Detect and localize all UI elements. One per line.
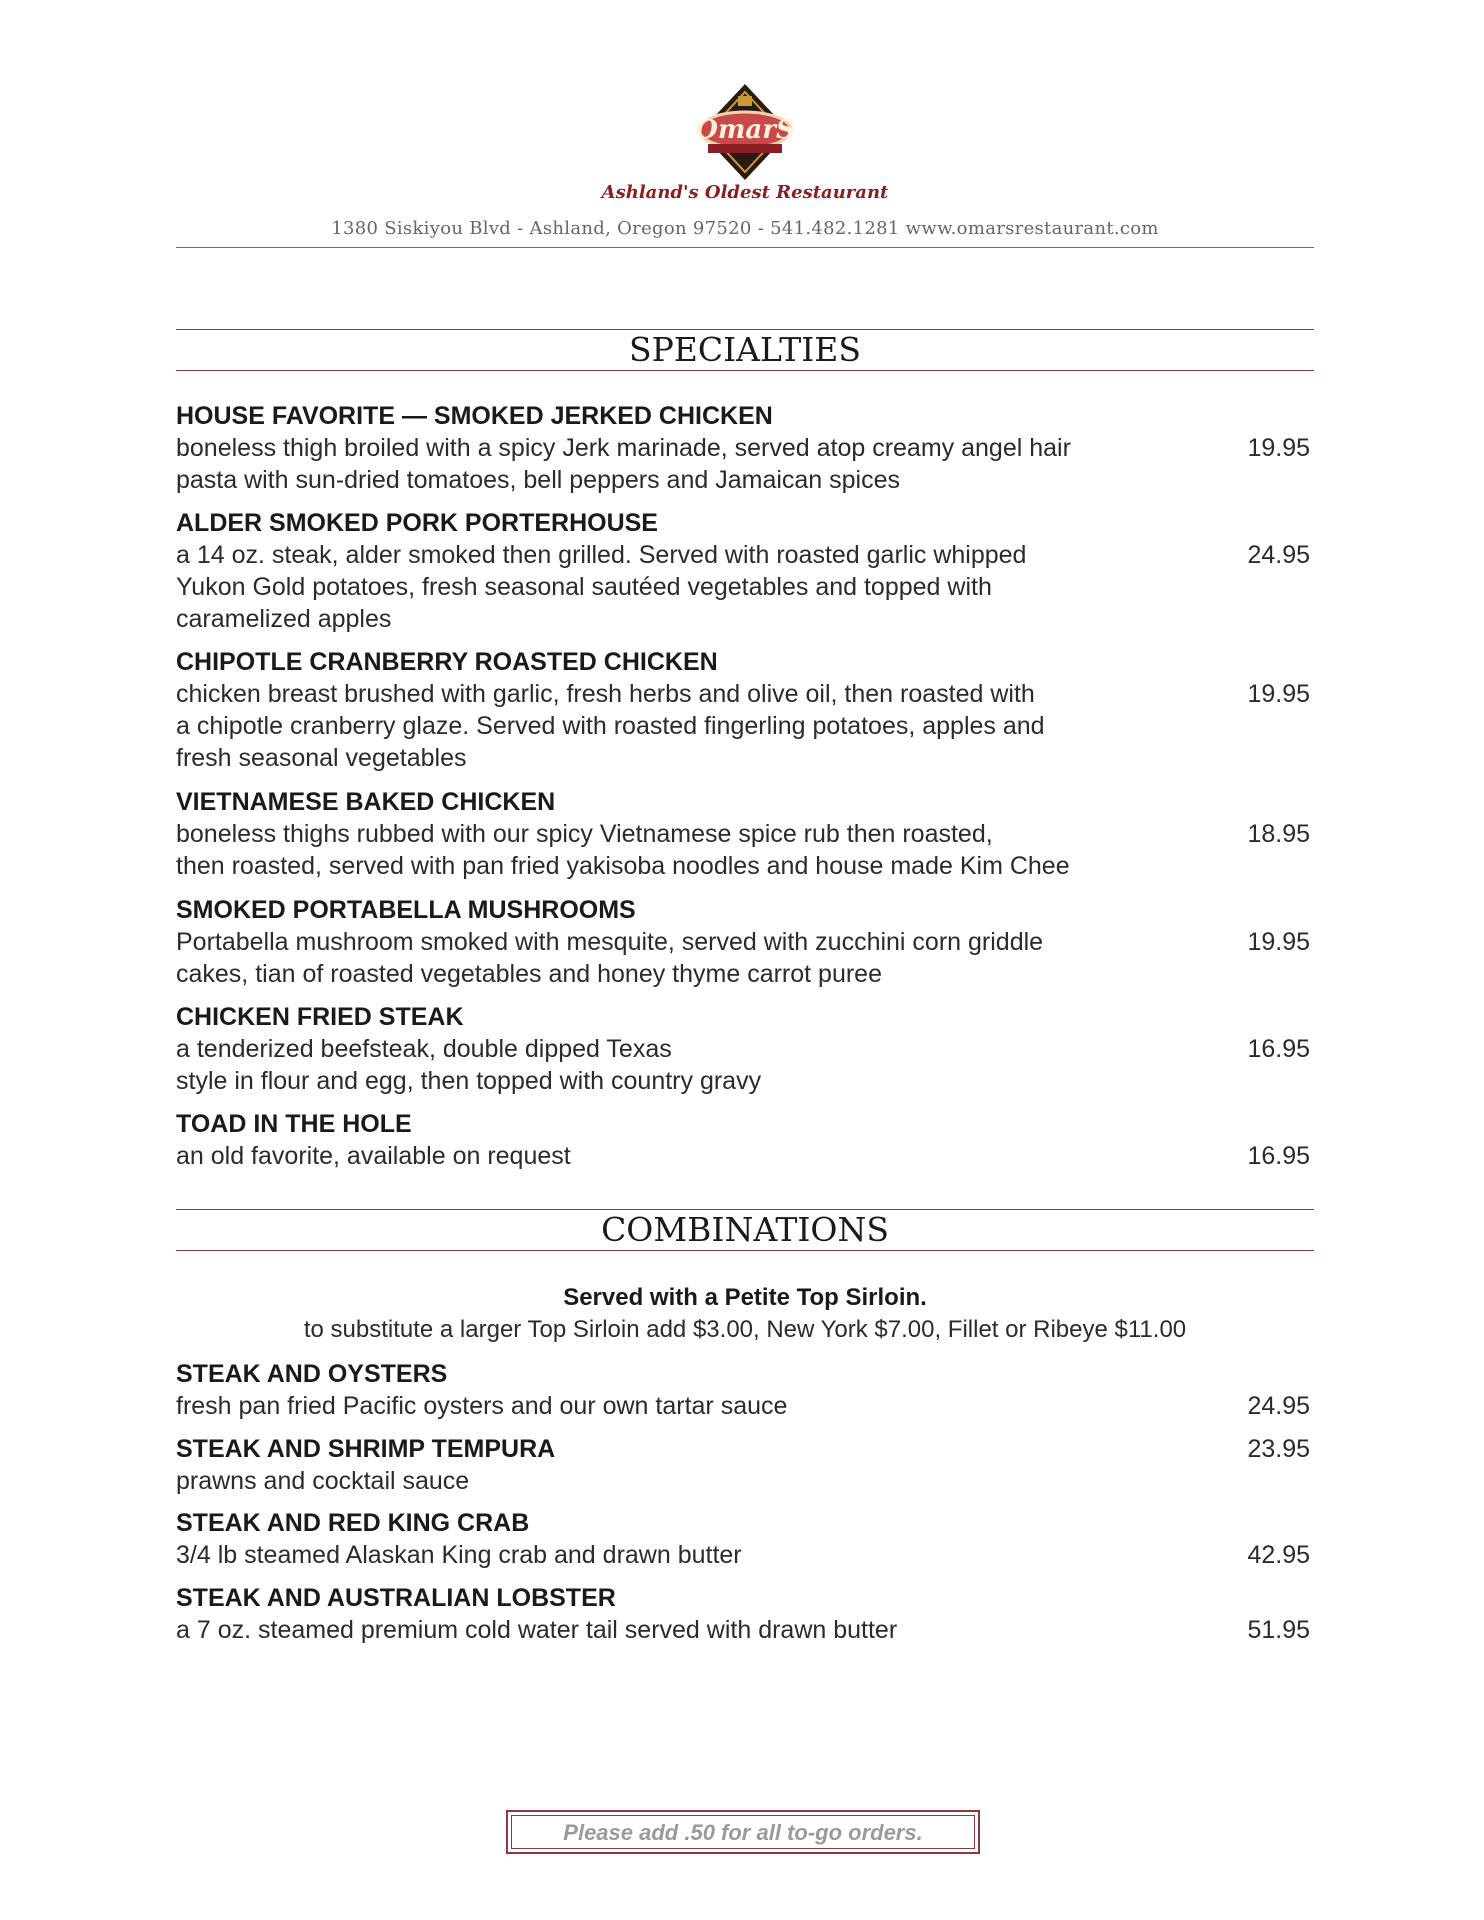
item-description: 3/4 lb steamed Alaskan King crab and drawn butter bbox=[176, 1541, 742, 1569]
item-name: STEAK AND RED KING CRAB bbox=[176, 1509, 530, 1537]
menu-item bbox=[176, 1358, 1314, 1422]
combinations-lead: Served with a Petite Top Sirloin. bbox=[563, 1284, 927, 1311]
item-name: SMOKED PORTABELLA MUSHROOMS bbox=[176, 896, 636, 924]
item-description: a 14 oz. steak, alder smoked then grilled. Served with roasted garlic whipped Yukon Gold potatoes, fresh seasonal sautéed vegetables and topped with caramelized apples bbox=[176, 541, 1027, 633]
to-go-note: Please add .50 for all to-go orders. bbox=[511, 1815, 975, 1849]
item-description: an old favorite, available on request bbox=[176, 1142, 571, 1170]
item-name: TOAD IN THE HOLE bbox=[176, 1110, 412, 1138]
item-price: 16.95 bbox=[1247, 1035, 1310, 1063]
item-name: CHIPOTLE CRANBERRY ROASTED CHICKEN bbox=[176, 648, 718, 676]
item-description: fresh pan fried Pacific oysters and our own tartar sauce bbox=[176, 1392, 788, 1420]
item-description: chicken breast brushed with garlic, fresh herbs and olive oil, then roasted with a chipotle cranberry glaze. Served with roasted fingerling potatoes, apples and fresh seasonal vegetables bbox=[176, 680, 1045, 772]
item-name: STEAK AND SHRIMP TEMPURA bbox=[176, 1435, 556, 1463]
to-go-note-box bbox=[506, 1810, 980, 1854]
combinations-substitution-note: to substitute a larger Top Sirloin add $3.00, New York $7.00, Fillet or Ribeye $11.00 bbox=[303, 1316, 1187, 1343]
item-price: 19.95 bbox=[1247, 928, 1310, 956]
menu-item bbox=[176, 400, 1314, 496]
item-price: 19.95 bbox=[1247, 434, 1310, 462]
menu-item bbox=[176, 1433, 1314, 1497]
item-name: ALDER SMOKED PORK PORTERHOUSE bbox=[176, 509, 658, 537]
item-price: 18.95 bbox=[1247, 820, 1310, 848]
menu-item bbox=[176, 646, 1314, 774]
menu-item bbox=[176, 1507, 1314, 1571]
menu-item bbox=[176, 786, 1314, 882]
menu-item bbox=[176, 1108, 1314, 1172]
combinations-intro bbox=[176, 1282, 1314, 1346]
item-description: boneless thigh broiled with a spicy Jerk marinade, served atop creamy angel hair pasta with sun-dried tomatoes, bell peppers and Jamaican spices bbox=[176, 434, 1071, 494]
menu-page bbox=[176, 0, 1314, 1920]
item-price: 16.95 bbox=[1247, 1142, 1310, 1170]
item-price: 24.95 bbox=[1247, 541, 1310, 569]
item-name: CHICKEN FRIED STEAK bbox=[176, 1003, 464, 1031]
item-description: boneless thighs rubbed with our spicy Vietnamese spice rub then roasted, then roasted, served with pan fried yakisoba noodles and house made Kim Chee bbox=[176, 820, 1070, 880]
header-divider bbox=[176, 247, 1314, 248]
item-price: 24.95 bbox=[1247, 1392, 1310, 1420]
item-description: a 7 oz. steamed premium cold water tail served with drawn butter bbox=[176, 1616, 898, 1644]
item-name: STEAK AND AUSTRALIAN LOBSTER bbox=[176, 1584, 616, 1612]
item-description: Portabella mushroom smoked with mesquite, served with zucchini corn griddle cakes, tian of roasted vegetables and honey thyme carrot puree bbox=[176, 928, 1044, 988]
item-price: 19.95 bbox=[1247, 680, 1310, 708]
address-line: 1380 Siskiyou Blvd - Ashland, Oregon 97520 - 541.482.1281 www.omarsrestaurant.com bbox=[331, 218, 1159, 239]
item-price: 51.95 bbox=[1247, 1616, 1310, 1644]
tagline: Ashland's Oldest Restaurant bbox=[601, 182, 889, 203]
menu-item bbox=[176, 1001, 1314, 1097]
item-price: 42.95 bbox=[1247, 1541, 1310, 1569]
section-title-combinations: COMBINATIONS bbox=[176, 1209, 1314, 1251]
item-name: HOUSE FAVORITE — SMOKED JERKED CHICKEN bbox=[176, 402, 773, 430]
section-title-specialties: SPECIALTIES bbox=[176, 329, 1314, 371]
item-description: a tenderized beefsteak, double dipped Texas style in flour and egg, then topped with country gravy bbox=[176, 1035, 762, 1095]
item-name: STEAK AND OYSTERS bbox=[176, 1360, 448, 1388]
menu-item bbox=[176, 507, 1314, 635]
item-description: prawns and cocktail sauce bbox=[176, 1467, 470, 1495]
menu-item bbox=[176, 894, 1314, 990]
restaurant-logo bbox=[686, 80, 804, 188]
item-price: 23.95 bbox=[1247, 1435, 1310, 1463]
item-name: VIETNAMESE BAKED CHICKEN bbox=[176, 788, 556, 816]
logo-wordmark: OmarS bbox=[695, 115, 795, 145]
menu-item bbox=[176, 1582, 1314, 1646]
